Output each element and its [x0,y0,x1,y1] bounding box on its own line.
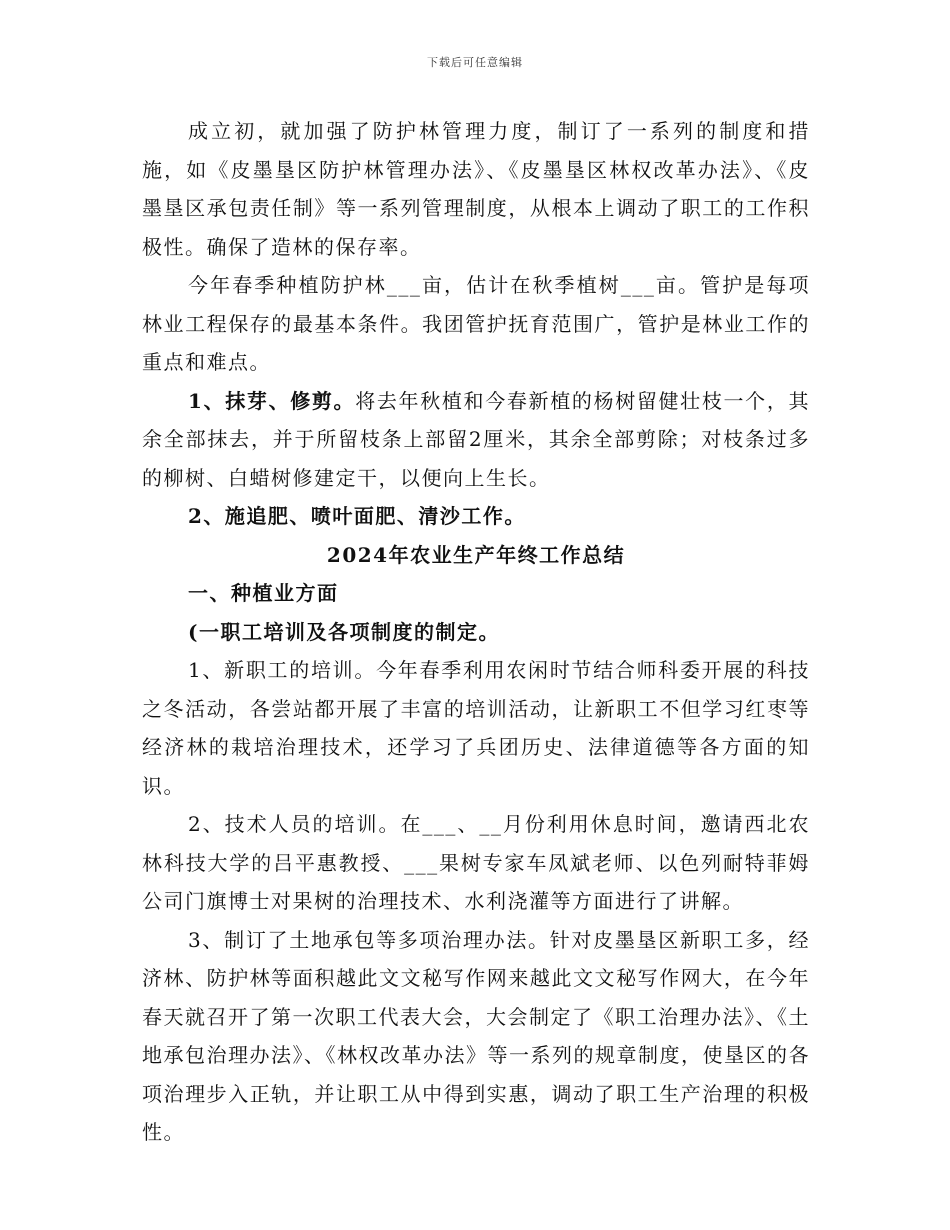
document-body [142,112,810,1152]
paragraph-new-staff-training: 1、新职工的培训。今年春季利用农闲时节结合师科委开展的科技之冬活动，各尝站都开展了丰富的培训活动，让新职工不但学习红枣等经济林的栽培治理技术，还学习了兵团历史、法律道德等各方面的知识。 [142,658,810,798]
paragraph-technical-training: 2、技术人员的培训。在___、__月份利用休息时间，邀请西北农林科技大学的吕平惠教授、___果树专家车凤斌老师、以色列耐特菲姆公司门旗博士对果树的治理技术、水利浇灌等方面进行了讲解。 [142,812,810,913]
paragraph-land-contract-rules: 3、制订了土地承包等多项治理办法。针对皮墨垦区新职工多，经济林、防护林等面积越此文文秘写作网来越此文文秘写作网大，在今年春天就召开了第一次职工代表大会，大会制定了《职工治理办法》、《土地承包治理办法》、《林权改革办法》等一系列的规章制度，使垦区的各项治理步入正轨，并让职工从中得到实惠，调动了职工生产治理的积极性。 [142,927,810,1144]
pruning-heading: 1、抹芽、修剪。 [188,388,356,413]
subsection-heading-training: (一职工培训及各项制度的制定。 [188,619,500,644]
page-header: 下载后可任意编辑 [427,56,523,69]
paragraph-fertilizer-heading: 2、施追肥、喷叶面肥、清沙工作。 [188,504,526,528]
paragraph-spring-planting: 今年春季种植防护林___亩，估计在秋季植树___亩。管护是每项林业工程保存的最基本条件。我团管护抚育范围广，管护是林业工作的重点和难点。 [142,273,810,374]
section-heading-planting: 一、种植业方面 [188,581,339,605]
paragraph-management-measures: 成立初，就加强了防护林管理力度，制订了一系列的制度和措施，如《皮墨垦区防护林管理办法》、《皮墨垦区林权改革办法》、《皮墨垦区承包责任制》等一系列管理制度，从根本上调动了职工的工作积极性。确保了造林的保存率。 [142,119,810,259]
pruning-text: 将去年秋植和今春新植的杨树留健壮枝一个，其余全部抹去，并于所留枝条上部留2厘米，其余全部剪除；对枝条过多的柳树、白蜡树修建定干，以便向上生长。 [142,388,811,490]
document-title: 2024年农业生产年终工作总结 [326,542,626,567]
paragraph-pruning [142,382,810,498]
